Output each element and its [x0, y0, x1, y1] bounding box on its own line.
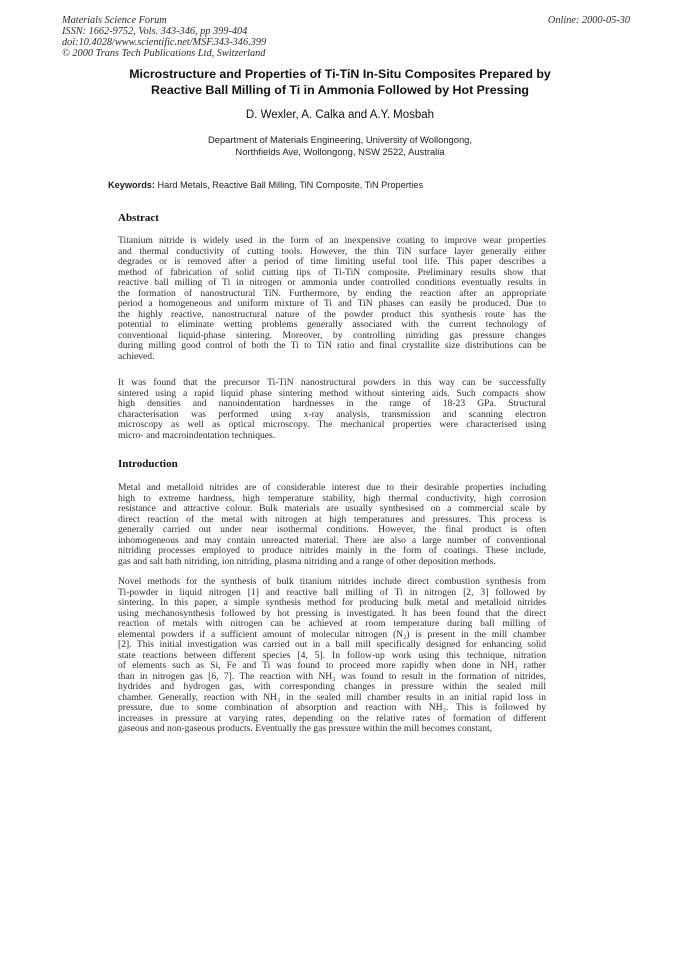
text-line: the highly reactive, nanostructural nature of the powder product this synthesis route has the — [118, 308, 546, 320]
text-line: [2]. This initial investigation was carried out in a ball mill specifically designed for enhancing solid — [118, 639, 546, 650]
text-line: the formation of nanostructural TiN. Furthermore, by ending the reaction after an appropriate — [118, 287, 546, 299]
text-line: high densities and nanoindentation hardnesses in the range of 18-23 GPa. Structural — [118, 398, 546, 409]
text-line: It was found that the precursor Ti-TiN nanostructural powders in this way can be successfully — [118, 377, 546, 388]
journal-name: Materials Science Forum — [62, 15, 167, 26]
text-line: sintering. In this paper, a simple synthesis method for producing bulk metal and metalloid nitrides — [118, 597, 546, 608]
text-line: during milling good control of both the Ti to TiN ratio and final crystallite size distributions can be — [118, 340, 546, 351]
text-line: increases in pressure at varying rates, depending on the relative rates of formation of different — [118, 712, 546, 724]
text-line: achieved. — [118, 350, 155, 362]
text-line: potential to eliminate wetting problems generally associated with the current technology of — [118, 319, 546, 330]
keywords — [108, 180, 423, 190]
journal-header — [62, 15, 266, 59]
text-line: resistance and attractive colour. Bulk materials are usually synthesised on a commercial scale by — [118, 503, 546, 514]
text-line: pressure, due to some combination of absorption and reaction with NH₃. This is followed by — [118, 702, 546, 713]
text-line: micro- and macroindentation techniques. — [118, 429, 276, 441]
text-line: sintered using a rapid liquid phase sintering method without sintering aids. Such compacts show — [118, 387, 546, 399]
abstract-paragraph-1 — [118, 236, 546, 362]
text-line: conventional liquid-phase sintering. Moreover, by controlling nitriding gas pressure changes — [118, 329, 546, 341]
online-date: Online: 2000-05-30 — [547, 15, 630, 26]
text-line: Ti-powder in liquid nitrogen [1] and reactive ball milling of Ti in nitrogen [2, 3] followed by — [118, 586, 546, 598]
issn-line: ISSN: 1662-9752, Vols. 343-346, pp 399-404 — [62, 26, 248, 37]
authors: D. Wexler, A. Calka and A.Y. Mosbah — [245, 109, 435, 121]
text-line: than in nitrogen gas [6, 7]. The reaction with NH₃ was found to result in the formation of nitrides, — [118, 670, 546, 682]
affiliation — [90, 134, 590, 158]
text-line: microscopy as well as optical microscopy. The mechanical properties were characterised using — [118, 419, 546, 430]
introduction-paragraph-1 — [118, 483, 546, 567]
text-line: and thermal conductivity of cutting tools. However, the thin TiN surface layer generally either — [118, 245, 546, 257]
text-line: characterisation was performed using x-ray analysis, transmission and scanning electron — [118, 408, 546, 420]
text-line: elemental powders if a sufficient amount of molecular nitrogen (N₂) is present in the mill chamber — [118, 628, 546, 640]
text-line: reactive ball milling of Ti in nitrogen or ammonia under controlled conditions eventually results in — [118, 277, 546, 288]
text-line: nitriding processes employed to produce nitrides mainly in the form of coatings. These include, — [118, 545, 546, 556]
affiliation-line-2: Northfields Ave, Wollongong, NSW 2522, Australia — [235, 146, 445, 157]
text-line: gas and salt bath nitriding, ion nitriding, plasma nitriding and a range of other deposition methods. — [118, 555, 496, 567]
copyright-line: © 2000 Trans Tech Publications Ltd, Switzerland — [62, 48, 266, 59]
text-line: Metal and metalloid nitrides are of considerable interest due to their desirable properties including — [118, 482, 546, 493]
text-line: generally carried out under near isothermal conditions. However, the final product is often — [118, 524, 546, 535]
text-line: chamber. Generally, reaction with NH₃ in the sealed mill chamber results in an initial rapid loss in — [118, 691, 546, 703]
text-line: hydrides and hydrogen gas, with corresponding changes in pressure within the sealed mill — [118, 681, 546, 692]
title-line-1: Microstructure and Properties of Ti-TiN In-Situ Composites Prepared by — [129, 67, 551, 81]
text-line: state reactions between different species [4, 5]. In follow-up work using this technique, nitration — [118, 649, 546, 661]
text-line: direct reaction of the metal with nitrogen at high temperatures and pressures. This process is — [118, 513, 546, 525]
keywords-label: Keywords: — [108, 180, 155, 190]
paper-title — [70, 66, 610, 98]
text-line: gaseous and non-gaseous products. Eventually the gas pressure within the mill becomes constant, — [118, 723, 493, 734]
doi-line: doi:10.4028/www.scientific.net/MSF.343-346.399 — [62, 37, 267, 48]
text-line: method of fabrication of solid cutting tips of Ti-TiN composite. Preliminary results show that — [118, 266, 546, 278]
text-line: using mechanosynthesis followed by hot pressing is investigated. It has been found that the direct — [118, 607, 546, 619]
title-line-2: Reactive Ball Milling of Ti in Ammonia Followed by Hot Pressing — [151, 83, 529, 97]
introduction-heading: Introduction — [118, 458, 178, 470]
text-line: reaction of metals with nitrogen can be achieved at room temperature during ball milling of — [118, 618, 546, 629]
text-line: high to extreme hardness, high temperature stability, high thermal conductivity, high corrosion — [118, 492, 546, 504]
abstract-paragraph-2 — [118, 378, 546, 441]
keywords-text: Hard Metals, Reactive Ball Milling, TiN Composite, TiN Properties — [157, 180, 424, 190]
text-line: period a homogeneous and uniform mixture of Ti and TiN phases can easily be produced. Due to — [118, 298, 546, 309]
abstract-heading: Abstract — [118, 212, 159, 224]
text-line: Novel methods for the synthesis of bulk titanium nitrides include direct combustion synthesis from — [118, 576, 546, 587]
introduction-paragraph-2 — [118, 577, 546, 735]
text-line: degrades or is removed after a period of time limiting useful tool life. This paper describes a — [118, 256, 546, 267]
text-line: of elements such as Si, Fe and Ti was found to proceed more rapidly when done in NH₃ rather — [118, 660, 546, 671]
text-line: Titanium nitride is widely used in the form of an inexpensive coating to improve wear properties — [118, 235, 546, 246]
text-line: inhomogeneous and may contain unreacted material. There are also a large number of conventional — [118, 534, 546, 546]
affiliation-line-1: Department of Materials Engineering, University of Wollongong, — [207, 134, 473, 145]
